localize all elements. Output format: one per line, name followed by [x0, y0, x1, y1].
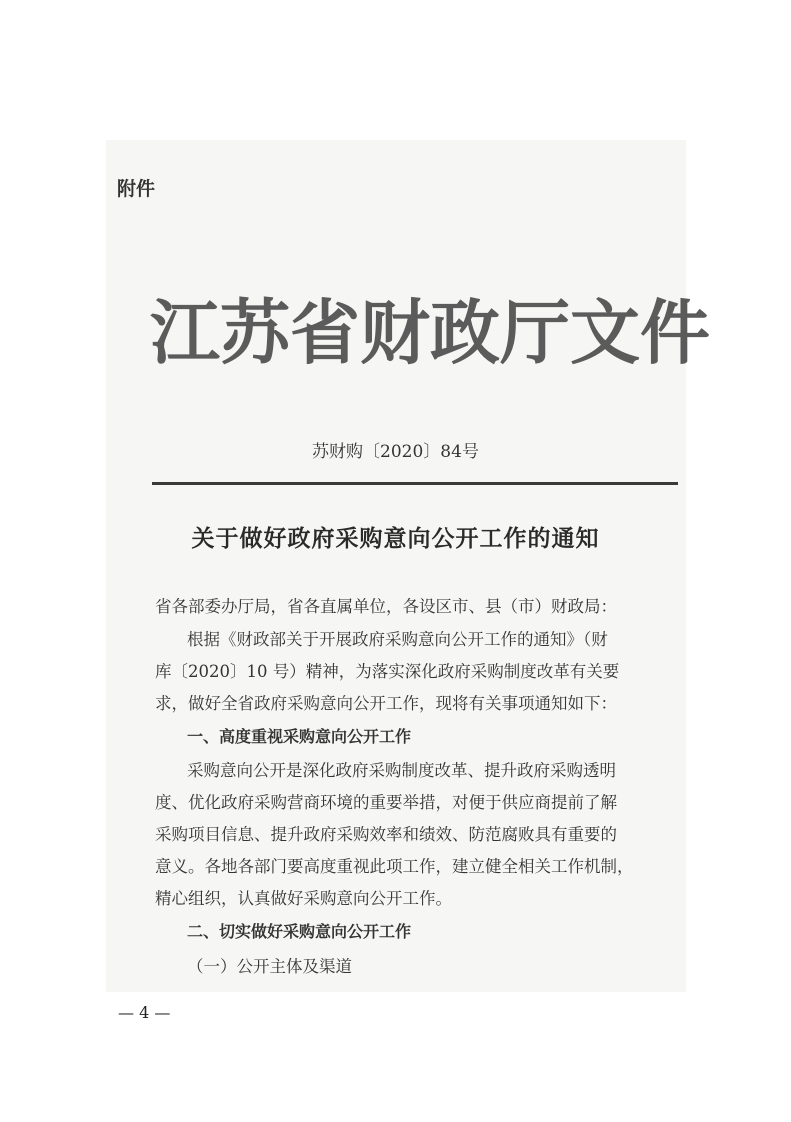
- attachment-label: 附件: [117, 178, 156, 200]
- section-heading: 一、高度重视采购意向公开工作: [187, 727, 412, 746]
- section-heading: 二、切实做好采购意向公开工作: [187, 922, 412, 941]
- header-char: 省: [290, 290, 360, 374]
- document-header: [150, 285, 710, 380]
- header-char: 政: [430, 290, 500, 374]
- intro-line: 根据《财政部关于开展政府采购意向公开工作的通知》（财: [187, 630, 608, 649]
- header-char: 件: [640, 290, 710, 374]
- header-char: 江: [150, 290, 220, 374]
- body-line: 度、优化政府采购营商环境的重要举措，对便于供应商提前了解: [155, 793, 617, 812]
- document-number: 苏财购〔2020〕84号: [312, 442, 479, 462]
- subsection-heading: （一）公开主体及渠道: [187, 957, 352, 976]
- header-char: 文: [570, 290, 640, 374]
- header-divider: [152, 482, 678, 485]
- intro-line: 库〔2020〕10 号）精神，为落实深化政府采购制度改革有关要: [155, 662, 620, 681]
- intro-line: 求，做好全省政府采购意向公开工作，现将有关事项通知如下：: [155, 694, 617, 713]
- page-number: — 4 —: [118, 1003, 171, 1022]
- body-line: 采购项目信息、提升政府采购效率和绩效、防范腐败具有重要的: [155, 825, 617, 844]
- header-char: 财: [360, 290, 430, 374]
- document-title: 关于做好政府采购意向公开工作的通知: [191, 525, 600, 552]
- addressee: 省各部委办厅局，省各直属单位，各设区市、县（市）财政局：: [155, 597, 617, 616]
- body-line: 采购意向公开是深化政府采购制度改革、提升政府采购透明: [187, 761, 616, 780]
- body-line: 意义。各地各部门要高度重视此项工作，建立健全相关工作机制，: [155, 857, 634, 876]
- body-line: 精心组织，认真做好采购意向公开工作。: [155, 889, 452, 908]
- header-char: 厅: [500, 290, 570, 374]
- header-char: 苏: [220, 290, 290, 374]
